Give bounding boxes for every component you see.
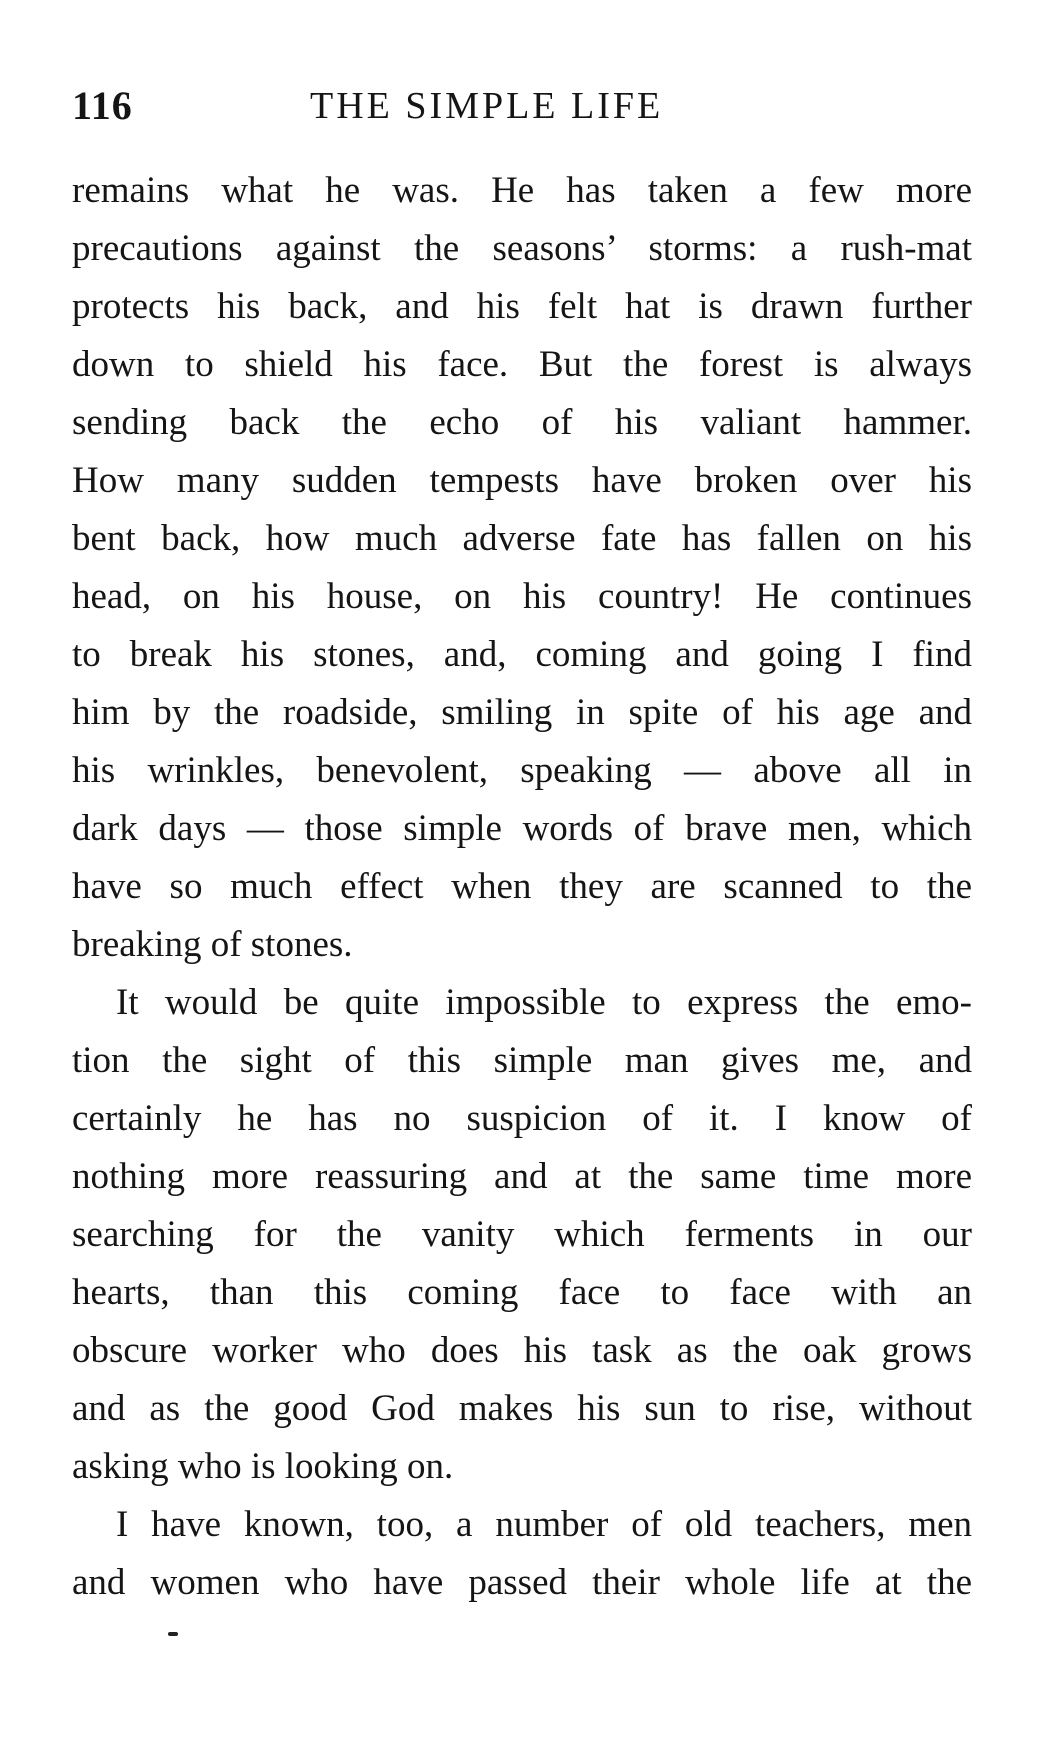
page-number: 116 [72,83,133,128]
text-line: searching for the vanity which ferments in our [72,1214,972,1255]
text-line: and as the good God makes his sun to rise, without [72,1388,972,1429]
text-line: certainly he has no suspicion of it. I know of [72,1098,972,1139]
body-text [72,162,972,1612]
paragraph-2 [72,974,972,1496]
text-line: nothing more reassuring and at the same time more [72,1156,972,1197]
text-line: How many sudden tempests have broken over his [72,460,972,501]
text-line: his wrinkles, benevolent, speaking — above all in [72,750,972,791]
text-line: asking who is looking on. [72,1446,454,1487]
text-line: head, on his house, on his country! He continues [72,576,972,617]
text-line: have so much effect when they are scanned to the [72,866,972,907]
ink-speck [168,1632,178,1636]
text-line: hearts, than this coming face to face with an [72,1272,972,1313]
text-line: precautions against the seasons’ storms: a rush-mat [72,228,972,269]
text-line: I have known, too, a number of old teachers, men [116,1504,972,1545]
text-line: It would be quite impossible to express the emo- [116,982,972,1023]
text-line: him by the roadside, smiling in spite of his age and [72,692,972,733]
book-title: THE SIMPLE LIFE [310,85,664,127]
text-line: down to shield his face. But the forest is always [72,344,972,385]
text-line: tion the sight of this simple man gives me, and [72,1040,972,1081]
text-line: protects his back, and his felt hat is drawn further [72,286,972,327]
text-line: bent back, how much adverse fate has fallen on his [72,518,972,559]
text-line: and women who have passed their whole life at the [72,1562,972,1603]
text-line: sending back the echo of his valiant hammer. [72,402,972,443]
text-line: dark days — those simple words of brave men, which [72,808,972,849]
text-line: obscure worker who does his task as the oak grows [72,1330,972,1371]
paragraph-3 [72,1496,972,1612]
text-line: to break his stones, and, coming and going I find [72,634,972,675]
paragraph-1 [72,162,972,974]
running-head [72,82,972,142]
text-line: remains what he was. He has taken a few more [72,170,972,211]
text-line: breaking of stones. [72,924,353,965]
